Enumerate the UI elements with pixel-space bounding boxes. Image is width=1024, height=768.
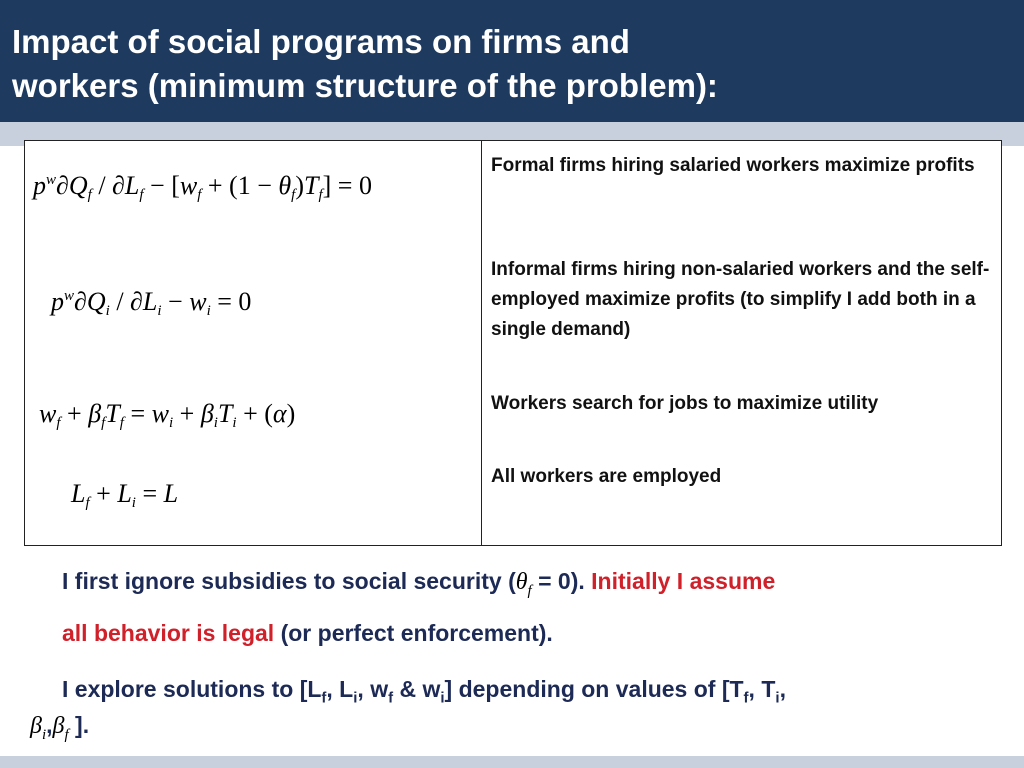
equation-employment: $L_f + L_i = L$ — [71, 479, 179, 511]
subscript: f — [388, 689, 394, 707]
subscript: f — [321, 689, 327, 707]
body-line-4 — [30, 712, 970, 744]
subscript: i — [353, 689, 358, 707]
body-text: , L — [326, 676, 354, 702]
row-description-4: All workers are employed — [491, 466, 722, 487]
body-text: I first ignore subsidies to social security ( — [62, 568, 516, 594]
beta-f-symbol: $\beta_f$ — [52, 713, 69, 743]
body-text: ]. — [68, 712, 90, 738]
equation-formal-firms: $p^w\partial Q_f / \partial L_f - [w_f + (1 - \theta_f)T_f] = 0$ — [33, 171, 372, 203]
body-line-1 — [62, 568, 1002, 600]
table-divider — [481, 141, 482, 545]
row-description-3: Workers search for jobs to maximize utility — [491, 393, 879, 414]
slide-title-line1: Impact of social programs on firms and — [12, 23, 630, 60]
body-line-3 — [62, 676, 1002, 707]
body-text: I explore solutions to [L — [62, 676, 322, 702]
equation-workers: $w_f + \beta_fT_f = w_i + \beta_iT_i + (\alpha)$ — [39, 399, 296, 431]
equation-informal-firms: $p^w\partial Q_i / \partial L_i - w_i = 0$ — [51, 287, 252, 319]
bottom-band — [0, 756, 1024, 768]
title-bar — [0, 0, 1024, 122]
theta-f-symbol: $\theta_f$ — [515, 569, 532, 599]
body-text: ] depending on values of [T — [444, 676, 744, 702]
body-line-2 — [62, 620, 1002, 647]
subscript: i — [775, 689, 780, 707]
row-description-1: Formal firms hiring salaried workers maximize profits — [491, 155, 975, 176]
model-table — [24, 140, 1002, 546]
subscript: f — [743, 689, 749, 707]
slide-title-line2: workers (minimum structure of the problem): — [12, 67, 718, 104]
body-text: , w — [357, 676, 389, 702]
beta-i-symbol: $\beta_i$ — [30, 713, 47, 743]
subscript: i — [440, 689, 445, 707]
body-text: & w — [393, 676, 441, 702]
body-text: , T — [748, 676, 776, 702]
highlight-text: all behavior is legal — [62, 620, 275, 646]
body-text: (or perfect enforcement). — [274, 620, 553, 646]
highlight-text: Initially I assume — [591, 568, 776, 594]
body-text: , — [46, 712, 53, 738]
body-text: = 0). — [531, 568, 592, 594]
row-description-2: Informal firms hiring non-salaried workers and the self-employed maximize profits (to simplify I add both in a single demand) — [491, 259, 990, 340]
body-text: , — [779, 676, 786, 702]
slide-title — [12, 20, 1002, 108]
